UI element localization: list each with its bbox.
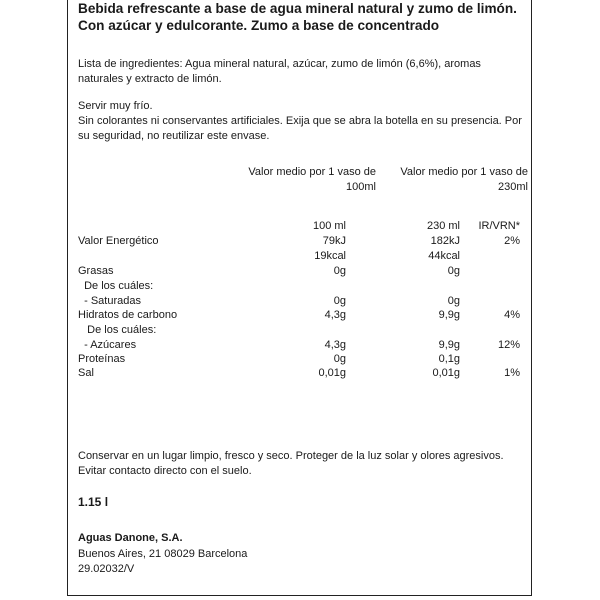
value-100ml: 4,3g <box>324 309 346 321</box>
value-230ml: 0g <box>447 265 460 277</box>
value-230ml: 0,01g <box>432 367 460 379</box>
product-title: Bebida refrescante a base de agua mineral natural y zumo de limón. Con azúcar y edulcorante. Zumo a base de concentrado <box>78 1 517 33</box>
serve-instruction: Servir muy frío. <box>78 100 153 112</box>
nutrition-row <box>78 308 528 323</box>
notice-text: Sin colorantes ni conservantes artificiales. Exija que se abra la botella en su presencia. Por su seguridad, no reutilizar este envase. <box>78 115 522 142</box>
value-230ml: 0g <box>447 295 460 307</box>
value-100ml: 0,01g <box>318 367 346 379</box>
volume: 1.15 l <box>78 495 109 509</box>
value-ir: 12% <box>497 339 520 351</box>
value-100ml: 79kJ <box>322 235 346 247</box>
value-ir: 2% <box>504 235 520 247</box>
value-230ml: 9,9g <box>438 309 460 321</box>
value-100ml: 19kcal <box>314 250 346 262</box>
value-230ml: 182kJ <box>430 235 460 247</box>
value-ir: 1% <box>504 367 520 379</box>
value-ir: 4% <box>504 309 520 321</box>
nutrition-row <box>78 264 528 279</box>
nutrition-row <box>78 234 528 249</box>
value-100ml: 0g <box>333 265 346 277</box>
header-230ml: Valor medio por 1 vaso de 230ml <box>400 166 528 193</box>
nutrition-row <box>78 352 528 367</box>
nutrient-label: Sal <box>78 367 94 379</box>
nutrition-row <box>78 249 528 264</box>
nutrient-label: - Azúcares <box>78 339 137 351</box>
nutrient-label: Proteínas <box>78 353 126 365</box>
header-100ml: Valor medio por 1 vaso de 100ml <box>248 166 376 193</box>
nutrition-row <box>78 294 528 309</box>
value-100ml: 0g <box>333 295 346 307</box>
value-230ml: 44kcal <box>428 250 460 262</box>
column-ir: IR/VRN* <box>478 220 520 232</box>
ingredients-text: Lista de ingredientes: Agua mineral natural, azúcar, zumo de limón (6,6%), aromas naturales y extracto de limón. <box>78 58 481 85</box>
storage-instructions: Conservar en un lugar limpio, fresco y seco. Proteger de la luz solar y olores agresivos. Evitar contacto directo con el suelo. <box>78 450 504 477</box>
value-100ml: 0g <box>333 353 346 365</box>
nutrition-column-headers <box>78 219 528 234</box>
nutrient-label: Hidratos de carbono <box>78 309 178 321</box>
nutrient-label: - Saturadas <box>78 295 141 307</box>
company-address: Buenos Aires, 21 08029 Barcelona <box>78 548 248 560</box>
nutrition-row <box>78 323 528 338</box>
column-100ml: 100 ml <box>312 220 346 232</box>
nutrient-label: De los cuáles: <box>78 280 154 292</box>
nutrition-row <box>78 338 528 353</box>
nutrition-row <box>78 366 528 381</box>
company-name: Aguas Danone, S.A. <box>78 532 183 544</box>
nutrient-label: De los cuáles: <box>78 324 157 336</box>
nutrient-label: Valor Energético <box>78 235 159 247</box>
value-100ml: 4,3g <box>324 339 346 351</box>
column-230ml: 230 ml <box>426 220 460 232</box>
nutrient-label: Grasas <box>78 265 114 277</box>
value-230ml: 0,1g <box>438 353 460 365</box>
value-230ml: 9,9g <box>438 339 460 351</box>
registration-code: 29.02032/V <box>78 563 135 575</box>
nutrition-row <box>78 279 528 294</box>
